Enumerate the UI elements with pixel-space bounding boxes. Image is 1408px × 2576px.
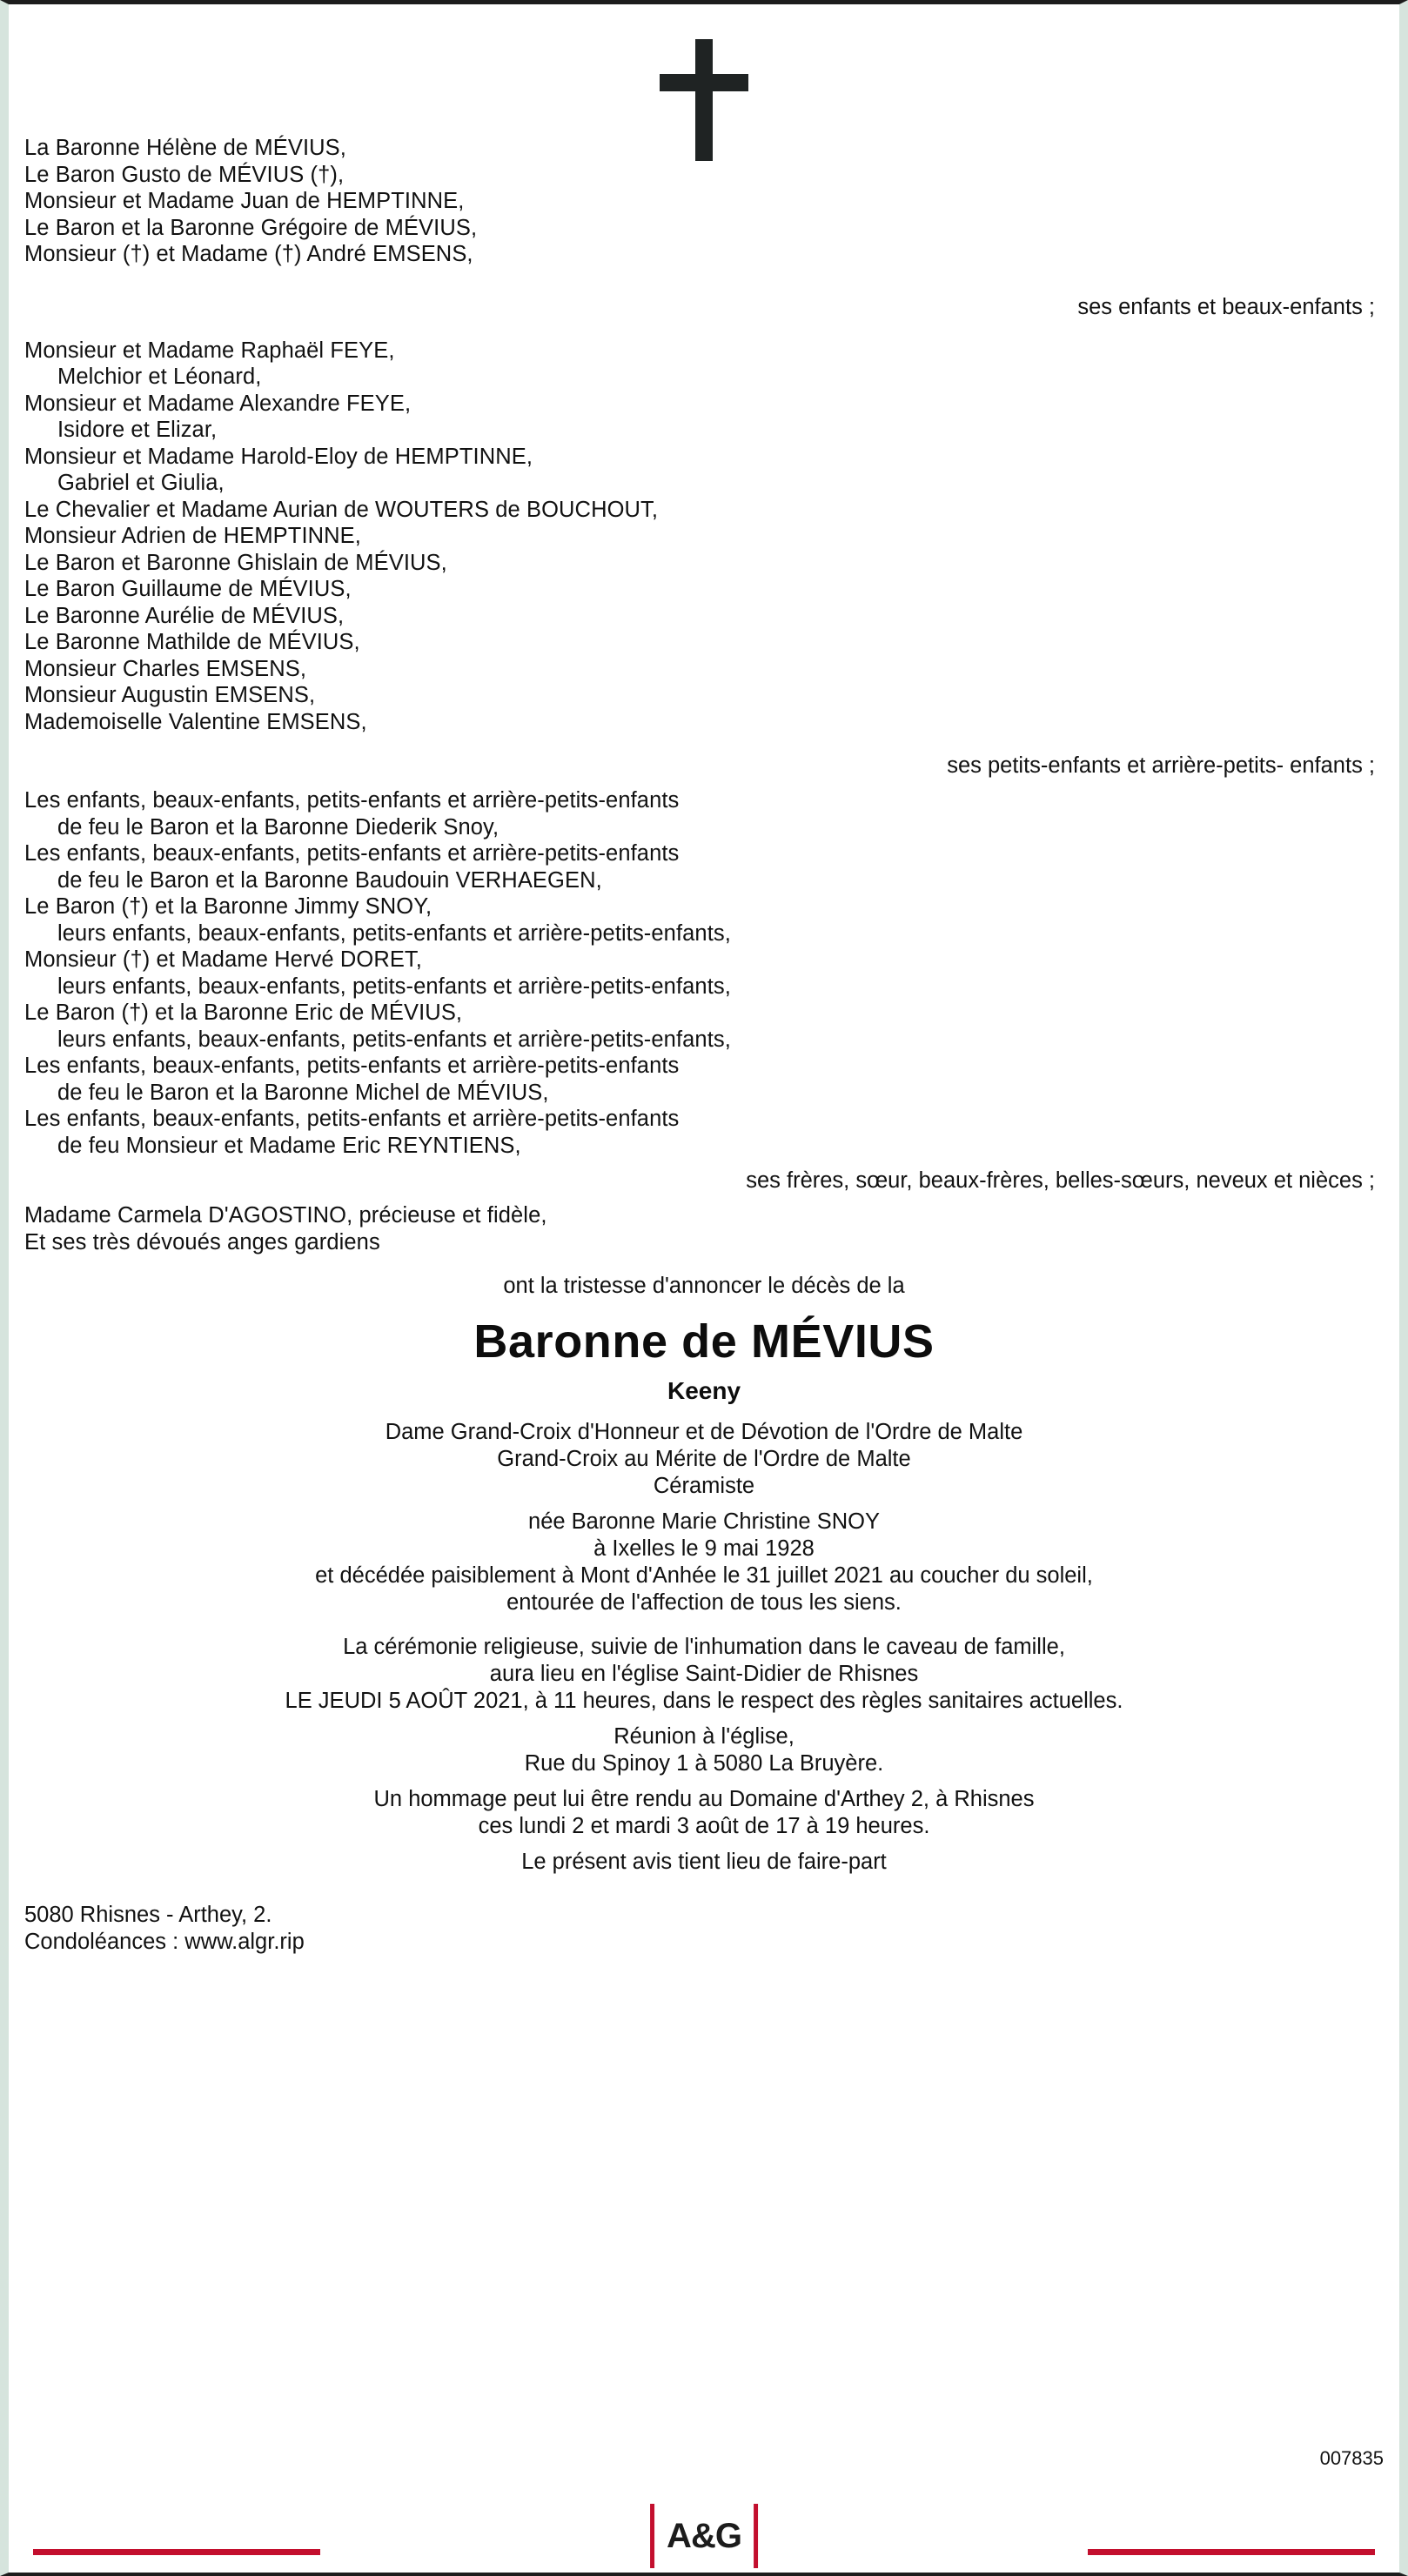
list-item: de feu Monsieur et Madame Eric REYNTIENS, xyxy=(57,1133,521,1158)
footer-rule-left xyxy=(33,2549,320,2555)
list-item: leurs enfants, beaux-enfants, petits-enfants et arrière-petits-enfants, xyxy=(57,974,731,999)
list-item: Monsieur (†) et Madame Hervé DORET, xyxy=(24,947,422,972)
latin-cross-icon xyxy=(653,39,755,161)
cross-horizontal-bar xyxy=(660,74,748,91)
list-item: Monsieur et Madame Raphaël FEYE, xyxy=(24,338,395,363)
logo-bar-right xyxy=(754,2504,758,2568)
logo-label: A&G xyxy=(667,2517,741,2555)
siblings-list xyxy=(21,787,1387,1159)
list-item: Le Baron et la Baronne Grégoire de MÉVIUS, xyxy=(24,215,478,240)
honor-line: Céramiste xyxy=(653,1474,755,1498)
cross-icon-container xyxy=(21,4,1387,135)
spacer xyxy=(21,268,1387,294)
spacer xyxy=(21,1255,1387,1273)
list-item: Le Chevalier et Madame Aurian de WOUTERS de BOUCHOUT, xyxy=(24,497,659,522)
list-item: Monsieur Adrien de HEMPTINNE, xyxy=(24,524,361,548)
list-item: Le Baronne Aurélie de MÉVIUS, xyxy=(24,603,345,628)
footer-condolences: Condoléances : www.algr.rip xyxy=(24,1930,305,1954)
spacer xyxy=(21,1159,1387,1168)
grandchildren-list xyxy=(21,338,1387,736)
cross-vertical-bar xyxy=(695,39,713,161)
list-item: Mademoiselle Valentine EMSENS, xyxy=(24,709,367,734)
reunion-line: Réunion à l'église, xyxy=(613,1724,795,1749)
list-item: de feu le Baron et la Baronne Baudouin VERHAEGEN, xyxy=(57,867,602,893)
homage-line: Un hommage peut lui être rendu au Domaine d'Arthey 2, à Rhisnes xyxy=(373,1787,1035,1811)
spacer xyxy=(21,1876,1387,1902)
list-item: Monsieur et Madame Harold-Eloy de HEMPTINNE, xyxy=(24,444,533,469)
spacer xyxy=(21,1777,1387,1786)
footer-rule-right xyxy=(1088,2549,1375,2555)
list-item: Melchior et Léonard, xyxy=(57,365,262,389)
list-item: Et ses très dévoués anges gardiens xyxy=(24,1229,380,1255)
siblings-role-label: ses frères, sœur, beaux-frères, belles-sœurs, neveux et nièces ; xyxy=(746,1168,1375,1193)
ceremony-line: aura lieu en l'église Saint-Didier de Rhisnes xyxy=(489,1662,919,1686)
list-item: Le Baron (†) et la Baronne Eric de MÉVIUS, xyxy=(24,1000,463,1025)
list-item: Monsieur Augustin EMSENS, xyxy=(24,683,316,707)
grandchildren-role-label: ses petits-enfants et arrière-petits- enfants ; xyxy=(947,753,1375,778)
children-role-label: ses enfants et beaux-enfants ; xyxy=(1077,294,1375,319)
birth-place-line: à Ixelles le 9 mai 1928 xyxy=(593,1536,815,1561)
ceremony-details xyxy=(21,1634,1387,1876)
notice-content xyxy=(9,4,1399,2573)
deceased-nickname: Keeny xyxy=(667,1377,741,1404)
agency-logo[interactable] xyxy=(650,2503,758,2569)
spacer xyxy=(21,1500,1387,1509)
list-item: Isidore et Elizar, xyxy=(57,418,218,442)
notice-line: Le présent avis tient lieu de faire-part xyxy=(521,1850,887,1874)
list-item: Gabriel et Giulia, xyxy=(57,471,225,495)
spacer xyxy=(21,735,1387,753)
list-item: leurs enfants, beaux-enfants, petits-enfants et arrière-petits-enfants, xyxy=(57,1027,731,1052)
list-item: Les enfants, beaux-enfants, petits-enfants et arrière-petits-enfants xyxy=(24,788,680,813)
list-item: Le Baronne Mathilde de MÉVIUS, xyxy=(24,630,360,654)
list-item: Les enfants, beaux-enfants, petits-enfants et arrière-petits-enfants xyxy=(24,1054,680,1078)
list-item: La Baronne Hélène de MÉVIUS, xyxy=(24,136,346,160)
death-line: et décédée paisiblement à Mont d'Anhée le 31 juillet 2021 au coucher du soleil, xyxy=(315,1563,1093,1588)
list-item: Monsieur et Madame Juan de HEMPTINNE, xyxy=(24,189,465,213)
announcement-text: ont la tristesse d'annoncer le décès de la xyxy=(503,1274,905,1298)
list-item: Monsieur Charles EMSENS, xyxy=(24,656,307,681)
birth-line: née Baronne Marie Christine SNOY xyxy=(528,1509,880,1534)
spacer xyxy=(21,320,1387,338)
spacer xyxy=(21,1616,1387,1634)
spacer xyxy=(21,1194,1387,1202)
list-item: Les enfants, beaux-enfants, petits-enfants et arrière-petits-enfants xyxy=(24,841,680,866)
list-item: Le Baron Gusto de MÉVIUS (†), xyxy=(24,162,345,187)
honor-line: Dame Grand-Croix d'Honneur et de Dévotion de l'Ordre de Malte xyxy=(385,1420,1023,1444)
spacer xyxy=(21,1715,1387,1723)
list-item: de feu le Baron et la Baronne Diederik Snoy, xyxy=(57,814,500,840)
death-detail-line: entourée de l'affection de tous les siens. xyxy=(506,1590,902,1615)
footer-address-block xyxy=(21,1902,1387,1956)
footer-address: 5080 Rhisnes - Arthey, 2. xyxy=(24,1903,272,1927)
homage-hours-line: ces lundi 2 et mardi 3 août de 17 à 19 heures. xyxy=(478,1814,930,1838)
list-item: Les enfants, beaux-enfants, petits-enfants et arrière-petits-enfants xyxy=(24,1107,680,1131)
list-item: de feu le Baron et la Baronne Michel de MÉVIUS, xyxy=(57,1080,549,1105)
deceased-honors xyxy=(21,1419,1387,1500)
honor-line: Grand-Croix au Mérite de l'Ordre de Malte xyxy=(497,1447,911,1471)
birth-death-details xyxy=(21,1509,1387,1616)
ceremony-line: La cérémonie religieuse, suivie de l'inhumation dans le caveau de famille, xyxy=(343,1635,1065,1659)
logo-bar-left xyxy=(650,2504,654,2568)
list-item: Madame Carmela D'AGOSTINO, précieuse et fidèle, xyxy=(24,1203,547,1228)
spacer xyxy=(21,1840,1387,1849)
list-item: Monsieur (†) et Madame (†) André EMSENS, xyxy=(24,242,473,266)
list-item: leurs enfants, beaux-enfants, petits-enfants et arrière-petits-enfants, xyxy=(57,920,731,946)
reunion-address-line: Rue du Spinoy 1 à 5080 La Bruyère. xyxy=(524,1751,884,1776)
caregivers-list xyxy=(21,1202,1387,1255)
deceased-name: Baronne de MÉVIUS xyxy=(473,1315,935,1368)
spacer xyxy=(21,779,1387,787)
list-item: Le Baron Guillaume de MÉVIUS, xyxy=(24,577,352,601)
reference-number: 007835 xyxy=(1319,2447,1384,2469)
ceremony-line: LE JEUDI 5 AOÛT 2021, à 11 heures, dans le respect des règles sanitaires actuelles. xyxy=(285,1689,1123,1713)
list-item: Monsieur et Madame Alexandre FEYE, xyxy=(24,391,412,416)
list-item: Le Baron et Baronne Ghislain de MÉVIUS, xyxy=(24,550,447,575)
list-item: Le Baron (†) et la Baronne Jimmy SNOY, xyxy=(24,894,432,919)
